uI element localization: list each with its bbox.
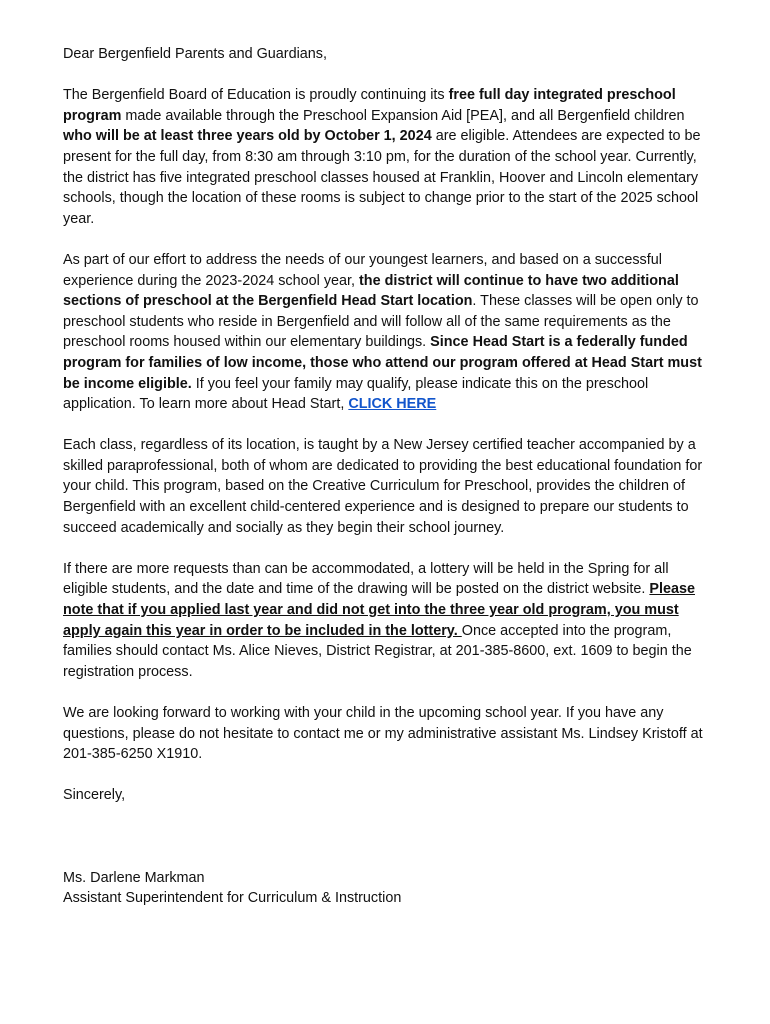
signer-title: Assistant Superintendent for Curriculum & Instruction [63,890,402,907]
p2-text-e: If you feel your family may qualify, please indicate this on the preschool application. To learn more about Head Start, [63,375,649,413]
p2-bold-income: Since Head Start is a federally funded program for families of low income, those who attend our program offered at Head Start must be income eligible. [63,334,702,392]
paragraph-head-start [63,250,712,415]
p1-text-e: are eligible. Attendees are expected to be present for the full day, from 8:30 am through 3:10 pm, for the duration of the school year. Currently, the district has five integrated preschool classes housed at Franklin, Hoover and Lincoln elementary schools, though the location of these rooms is subject to change prior to the start of the 2025 school year. [63,128,701,227]
paragraph-preschool-program [63,85,712,229]
paragraph-lottery [63,559,712,683]
p2-text-a: As part of our effort to address the needs of our youngest learners, and based on a successful experience during the 2023-2024 school year, [63,251,662,289]
p4-bold-note: Please note that if you applied last year and did not get into the three year old program, you must apply again this year in order to be included in the lottery. [63,581,695,639]
closing: Sincerely, [63,787,126,804]
signer-name: Ms. Darlene Markman [63,869,205,886]
p2-text-c: . These classes will be open only to preschool students who reside in Bergenfield and will follow all of the same requirements as the preschool rooms housed within our elementary buildings. [63,293,699,351]
p4-text-a: If there are more requests than can be accommodated, a lottery will be held in the Spring for all eligible students, and the date and time of the drawing will be posted on the district website. [63,560,669,598]
signature-block [63,868,712,909]
paragraph-class-staff: Each class, regardless of its location, is taught by a New Jersey certified teacher accompanied by a skilled paraprofessional, both of whom are dedicated to providing the best educational foundation for your child. This program, based on the Creative Curriculum for Preschool, provides the children of Bergenfield with an excellent child-centered experience and is designed to prepare our students to succeed academically and socially as they begin their school journey. [63,437,703,536]
p1-bold-program: free full day integrated preschool program [63,87,676,124]
p2-bold-sections: the district will continue to have two additional sections of preschool at the Bergenfield Head Start location [63,272,679,310]
signature-space [63,827,712,868]
paragraph-contact: We are looking forward to working with your child in the upcoming school year. If you have any questions, please do not hesitate to contact me or my administrative assistant Ms. Lindsey Kristoff at 201-385-6250 X1910. [63,705,703,763]
p4-text-c: Once accepted into the program, families should contact Ms. Alice Nieves, District Registrar, at 201-385-8600, ext. 1609 to begin the registration process. [63,622,692,680]
p1-bold-eligibility: who will be at least three years old by October 1, 2024 [63,128,432,145]
p1-text-a: The Bergenfield Board of Education is proudly continuing its [63,87,449,104]
click-here-link[interactable]: CLICK HERE [348,396,437,413]
salutation: Dear Bergenfield Parents and Guardians, [63,46,327,62]
p1-text-c: made available through the Preschool Expansion Aid [PEA], and all Bergenfield children [121,107,685,124]
